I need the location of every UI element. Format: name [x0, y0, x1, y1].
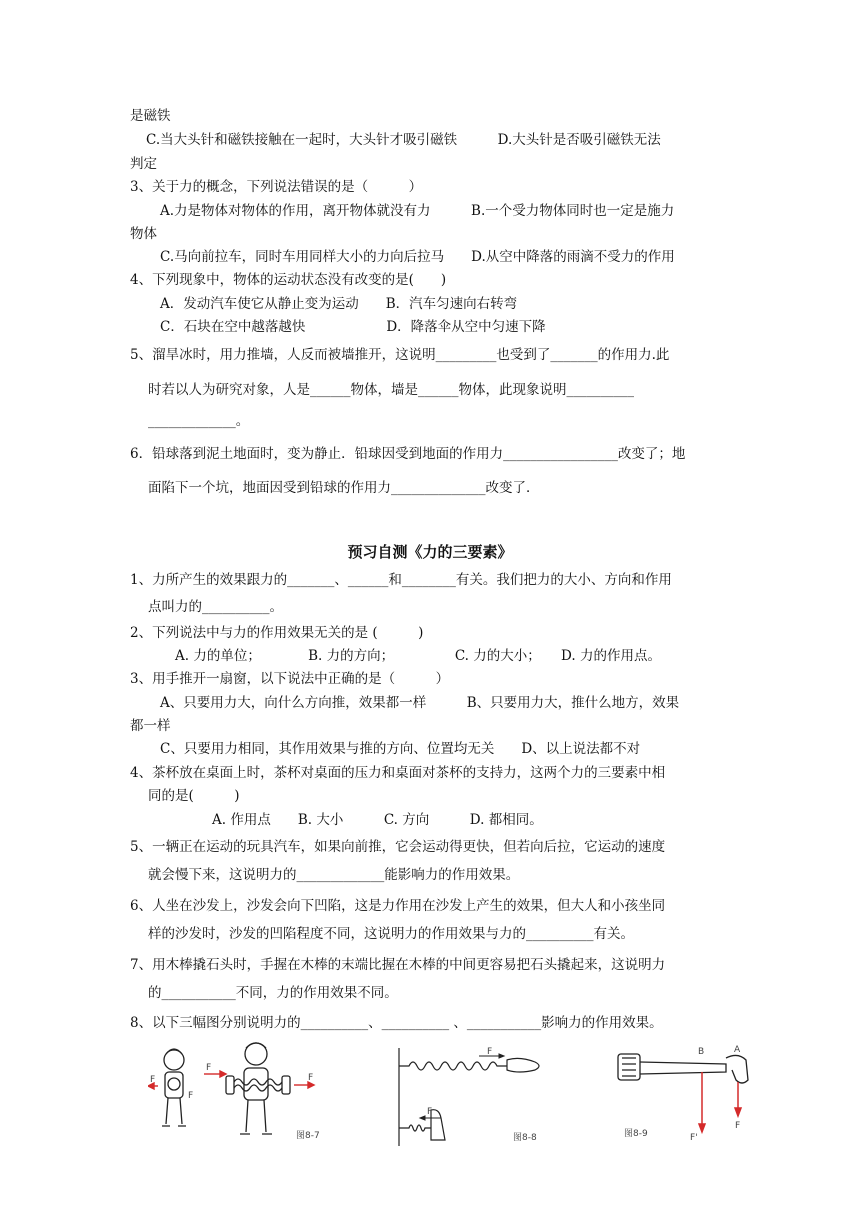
q6-line1: 6．铅球落到泥土地面时，变为静止．铅球因受到地面的作用力_________________改变了；地	[130, 446, 686, 462]
q3-stem: 3、关于力的概念，下列说法错误的是（ ）	[130, 179, 423, 195]
q2-option-d-wrap: 判定	[130, 156, 157, 172]
s-q8-line1: 8、以下三幅图分别说明力的__________、__________ 、___________影响力的作用效果。	[130, 1015, 663, 1031]
s-q4-options: A. 作用点 B. 大小 C. 方向 D. 都相同。	[212, 812, 543, 828]
fig3-label-a: A	[734, 1045, 741, 1055]
q5-line1: 5、溜旱冰时，用力推墙，人反而被墙推开，这说明_________也受到了_______的作用力.此	[130, 347, 670, 363]
fig2-caption: 图8-8	[513, 1133, 537, 1143]
fig2-label-f2: F	[427, 1107, 433, 1117]
fig3-label-f: F	[735, 1121, 741, 1131]
fig1-label-f4: F	[308, 1073, 314, 1083]
figure-8-8	[395, 1046, 575, 1146]
s-q1-line1: 1、力所产生的效果跟力的_______、______和________有关。我们把力的大小、方向和作用	[130, 572, 672, 588]
s-q3-option-c-d: C、只要用力相同，其作用效果与推的方向、位置均无关 D、以上说法都不对	[160, 741, 641, 757]
fig1-caption: 图8-7	[296, 1131, 320, 1141]
section-title: 预习自测《力的三要素》	[347, 543, 513, 561]
s-q2-options: A. 力的单位； B. 力的方向； C. 力的大小； D. 力的作用点。	[175, 648, 661, 664]
s-q5-line2: 就会慢下来，这说明力的_____________能影响力的作用效果。	[148, 867, 520, 883]
figure-8-7	[148, 1040, 348, 1150]
fig2-label-f1: F	[487, 1047, 493, 1057]
s-q4-line2: 同的是( )	[148, 788, 240, 804]
q4-stem: 4、下列现象中，物体的运动状态没有改变的是( )	[130, 272, 447, 288]
fig3-label-f-prime: F'	[690, 1133, 698, 1143]
q2-continuation: 是磁铁	[130, 108, 171, 124]
q5-line2: 时若以人为研究对象，人是______物体，墙是______物体，此现象说明__________	[148, 382, 634, 398]
q6-line2: 面陷下一个坑，地面因受到铅球的作用力______________改变了．	[148, 480, 540, 496]
s-q5-line1: 5、一辆正在运动的玩具汽车，如果向前推，它会运动得更快，但若向后拉，它运动的速度	[130, 839, 666, 855]
q3-option-b-wrap: 物体	[130, 226, 157, 242]
s-q7-line2: 的___________不同，力的作用效果不同。	[148, 985, 398, 1001]
q2-option-c-d: C.当大头针和磁铁接触在一起时，大头针才吸引磁铁 D.大头针是否吸引磁铁无法	[146, 132, 661, 148]
q3-option-a-b: A.力是物体对物体的作用，离开物体就没有力 B.一个受力物体同时也一定是施力	[160, 203, 675, 219]
s-q1-line2: 点叫力的__________。	[148, 599, 283, 615]
figure-8-9	[616, 1044, 762, 1144]
s-q3-stem: 3、用手推开一扇窗，以下说法中正确的是（ ）	[130, 671, 450, 687]
q4-option-a-b: A．发动汽车使它从静止变为运动 B．汽车匀速向右转弯	[160, 296, 518, 312]
s-q6-line1: 6、人坐在沙发上，沙发会向下凹陷，这是力作用在沙发上产生的效果，但大人和小孩坐同	[130, 898, 666, 914]
fig1-label-f2: F	[150, 1075, 156, 1085]
s-q3-option-b-wrap: 都一样	[130, 718, 171, 734]
q5-line3: _____________。	[148, 413, 250, 429]
q3-option-c-d: C.马向前拉车，同时车用同样大小的力向后拉马 D.从空中降落的雨滴不受力的作用	[160, 249, 675, 265]
q4-option-c-d: C．石块在空中越落越快 D．降落伞从空中匀速下降	[160, 319, 546, 335]
s-q3-option-a-b: A、只要用力大，向什么方向推，效果都一样 B、只要用力大，推什么地方，效果	[160, 695, 680, 711]
s-q7-line1: 7、用木棒撬石头时，手握在木棒的末端比握在木棒的中间更容易把石头撬起来，这说明力	[130, 957, 666, 973]
s-q2-stem: 2、下列说法中与力的作用效果无关的是 ( )	[130, 625, 424, 641]
s-q4-line1: 4、茶杯放在桌面上时，茶杯对桌面的压力和桌面对茶杯的支持力，这两个力的三要素中相	[130, 765, 666, 781]
fig3-caption: 图8-9	[624, 1129, 648, 1139]
fig1-label-f1: F	[206, 1063, 212, 1073]
fig1-label-f3: F	[188, 1091, 194, 1101]
s-q6-line2: 样的沙发时，沙发的凹陷程度不同，这说明力的作用效果与力的__________有关。	[148, 926, 634, 942]
fig3-label-b: B	[698, 1047, 705, 1057]
